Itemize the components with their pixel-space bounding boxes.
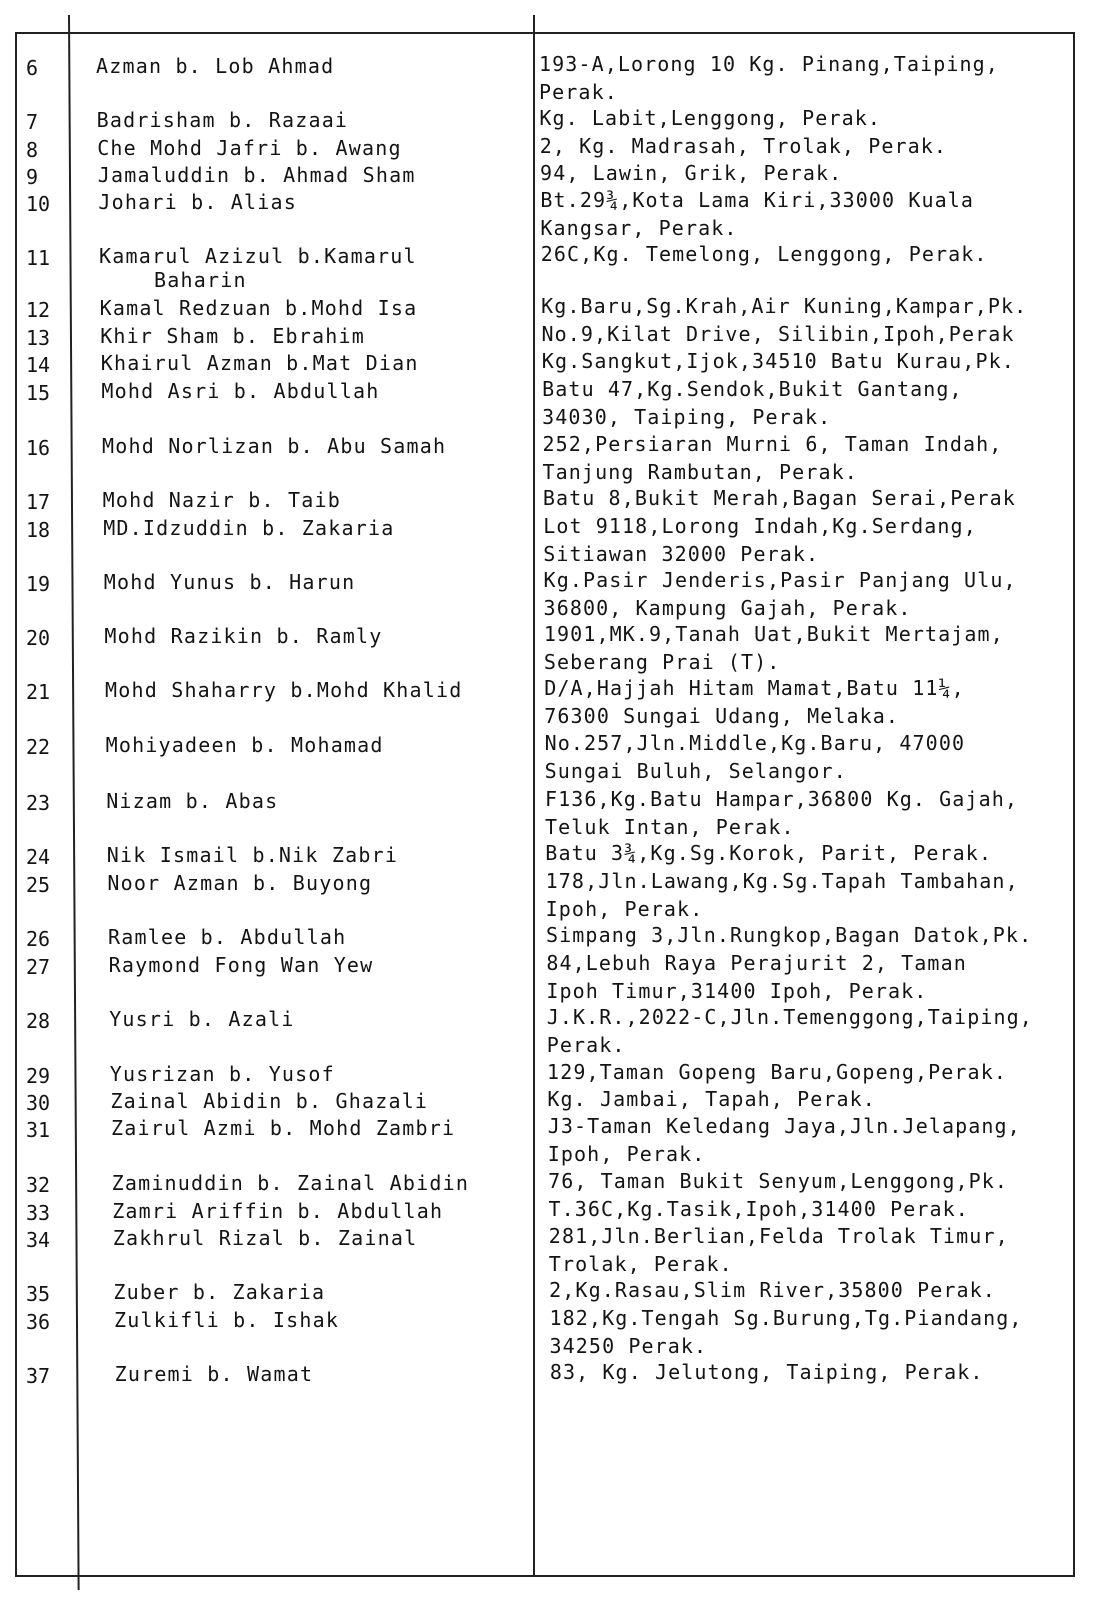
participant-address bbox=[539, 104, 1079, 132]
address-line: D/A,Hajjah Hitam Mamat,Batu 11¼, bbox=[544, 676, 965, 700]
name-line: Khir Sham b. Ebrahim bbox=[100, 324, 366, 348]
participant-name bbox=[107, 871, 372, 895]
name-line: Nizam b. Abas bbox=[106, 789, 279, 813]
participant-name bbox=[97, 136, 402, 160]
participant-name bbox=[98, 163, 416, 187]
row-number: 8 bbox=[26, 138, 39, 162]
name-line: Mohd Norlizan b. Abu Samah bbox=[102, 434, 447, 458]
address-line: Sitiawan 32000 Perak. bbox=[543, 542, 820, 566]
name-line: Che Mohd Jafri b. Awang bbox=[97, 136, 402, 160]
row-number: 31 bbox=[26, 1118, 51, 1142]
address-line: No.9,Kilat Drive, Silibin,Ipoh,Perak bbox=[541, 322, 1015, 346]
row-number: 33 bbox=[26, 1201, 51, 1225]
name-line: Mohd Razikin b. Ramly bbox=[104, 624, 383, 648]
name-continuation: Baharin bbox=[154, 268, 247, 292]
row-number: 25 bbox=[26, 873, 51, 897]
participant-name bbox=[108, 925, 346, 949]
row-number: 24 bbox=[26, 845, 51, 869]
address-line: 94, Lawin, Grik, Perak. bbox=[540, 161, 843, 185]
participant-address bbox=[547, 1058, 1087, 1086]
participant-address bbox=[545, 729, 1085, 785]
name-line: Kamarul Azizul b.Kamarul bbox=[99, 244, 417, 268]
name-line: Yusri b. Azali bbox=[109, 1007, 295, 1031]
participant-name bbox=[105, 678, 463, 702]
participant-name bbox=[113, 1226, 418, 1250]
row-number: 21 bbox=[26, 680, 51, 704]
row-number: 20 bbox=[26, 626, 51, 650]
address-line: 2,Kg.Rasau,Slim River,35800 Perak. bbox=[549, 1278, 996, 1302]
row-number: 37 bbox=[26, 1364, 51, 1388]
participant-name bbox=[111, 1116, 455, 1140]
address-line: Lot 9118,Lorong Indah,Kg.Serdang, bbox=[543, 514, 977, 538]
name-line: Mohd Shaharry b.Mohd Khalid bbox=[105, 678, 463, 702]
participant-name bbox=[98, 190, 297, 214]
address-line: 76300 Sungai Udang, Melaka. bbox=[544, 704, 900, 728]
name-line: Zuber b. Zakaria bbox=[113, 1280, 326, 1304]
address-line: 1901,MK.9,Tanah Uat,Bukit Mertajam, bbox=[543, 622, 1004, 646]
row-number: 30 bbox=[26, 1091, 51, 1115]
address-line: 84,Lebuh Raya Perajurit 2, Taman bbox=[546, 951, 967, 975]
participant-name bbox=[112, 1199, 443, 1223]
address-line: Ipoh Timur,31400 Ipoh, Perak. bbox=[546, 979, 928, 1003]
name-line: Nik Ismail b.Nik Zabri bbox=[106, 843, 399, 867]
participant-address bbox=[546, 867, 1086, 923]
name-line: Noor Azman b. Buyong bbox=[107, 871, 373, 895]
address-line: F136,Kg.Batu Hampar,36800 Kg. Gajah, bbox=[544, 787, 1019, 811]
address-line: Kg. Labit,Lenggong, Perak. bbox=[539, 106, 882, 130]
address-line: 83, Kg. Jelutong, Taiping, Perak. bbox=[549, 1360, 984, 1384]
participant-address bbox=[542, 347, 1082, 375]
name-line: Kamal Redzuan b.Mohd Isa bbox=[99, 296, 418, 320]
row-number: 29 bbox=[26, 1064, 51, 1088]
row-number: 36 bbox=[26, 1310, 51, 1334]
name-line: Khairul Azman b.Mat Dian bbox=[100, 351, 419, 375]
row-number: 22 bbox=[26, 735, 51, 759]
address-line: 26C,Kg. Temelong, Lenggong, Perak. bbox=[540, 242, 988, 266]
address-line: Kg.Sangkut,Ijok,34510 Batu Kurau,Pk. bbox=[541, 349, 1015, 373]
address-line: 182,Kg.Tengah Sg.Burung,Tg.Piandang, bbox=[549, 1306, 1023, 1330]
address-column-divider bbox=[533, 15, 535, 1575]
name-line: Mohd Yunus b. Harun bbox=[103, 570, 356, 594]
address-line: Simpang 3,Jln.Rungkop,Bagan Datok,Pk. bbox=[546, 923, 1033, 947]
address-line: Kangsar, Perak. bbox=[540, 216, 738, 240]
address-line: 34030, Taiping, Perak. bbox=[542, 405, 832, 429]
participant-address bbox=[548, 1195, 1088, 1223]
address-line: 36800, Kampung Gajah, Perak. bbox=[543, 596, 912, 620]
row-number: 17 bbox=[26, 490, 51, 514]
address-line: J.K.R.,2022-C,Jln.Temenggong,Taiping, bbox=[546, 1005, 1033, 1029]
address-line: Kg.Pasir Jenderis,Pasir Panjang Ulu, bbox=[543, 568, 1017, 592]
address-line: 76, Taman Bukit Senyum,Lenggong,Pk. bbox=[548, 1169, 1009, 1193]
row-number: 19 bbox=[26, 572, 51, 596]
participant-address bbox=[544, 566, 1084, 622]
address-line: Tanjung Rambutan, Perak. bbox=[542, 460, 858, 484]
address-line: Ipoh, Perak. bbox=[547, 1142, 706, 1166]
name-line: Zairul Azmi b. Mohd Zambri bbox=[111, 1116, 456, 1140]
participant-address bbox=[540, 186, 1080, 242]
participant-address bbox=[544, 674, 1084, 730]
participant-address bbox=[546, 921, 1086, 949]
participant-name bbox=[112, 1171, 470, 1195]
participant-address bbox=[550, 1358, 1090, 1386]
name-line: MD.Idzuddin b. Zakaria bbox=[103, 516, 395, 540]
participant-name bbox=[101, 379, 379, 403]
participant-name bbox=[96, 54, 334, 78]
name-line: Ramlee b. Abdullah bbox=[108, 925, 347, 949]
row-number: 28 bbox=[26, 1009, 51, 1033]
address-line: Batu 47,Kg.Sendok,Bukit Gantang, bbox=[542, 377, 963, 401]
address-line: T.36C,Kg.Tasik,Ipoh,31400 Perak. bbox=[548, 1197, 969, 1221]
row-number: 35 bbox=[26, 1282, 51, 1306]
participant-name bbox=[103, 516, 394, 540]
row-number: 32 bbox=[26, 1173, 51, 1197]
participant-address bbox=[550, 1304, 1090, 1360]
participant-name bbox=[107, 843, 398, 867]
name-line: Zamri Ariffin b. Abdullah bbox=[112, 1199, 444, 1223]
address-line: Perak. bbox=[546, 1033, 626, 1057]
row-number: 13 bbox=[26, 326, 51, 350]
address-line: J3-Taman Keledang Jaya,Jln.Jelapang, bbox=[547, 1114, 1021, 1138]
row-number: 6 bbox=[26, 56, 39, 80]
participant-address bbox=[546, 949, 1086, 1005]
address-line: 129,Taman Gopeng Baru,Gopeng,Perak. bbox=[547, 1060, 1007, 1084]
name-line: Jamaluddin b. Ahmad Sham bbox=[97, 163, 416, 187]
participant-name bbox=[106, 733, 384, 757]
row-number: 23 bbox=[26, 791, 51, 815]
name-line: Mohiyadeen b. Mohamad bbox=[105, 733, 384, 757]
participant-name bbox=[101, 351, 419, 375]
name-line: Badrisham b. Razaai bbox=[96, 108, 349, 132]
participant-name bbox=[115, 1362, 314, 1386]
address-line: Bt.29¾,Kota Lama Kiri,33000 Kuala bbox=[540, 188, 975, 212]
name-line: Yusrizan b. Yusof bbox=[109, 1062, 335, 1086]
participant-address bbox=[540, 159, 1080, 187]
participant-name bbox=[100, 296, 418, 320]
participant-address bbox=[547, 1003, 1087, 1059]
address-line: No.257,Jln.Middle,Kg.Baru, 47000 bbox=[544, 731, 966, 755]
row-number: 27 bbox=[26, 955, 51, 979]
participant-address bbox=[545, 785, 1085, 841]
address-line: 2, Kg. Madrasah, Trolak, Perak. bbox=[539, 134, 948, 158]
name-line: Johari b. Alias bbox=[98, 190, 298, 214]
row-number: 11 bbox=[26, 246, 51, 270]
row-number: 34 bbox=[26, 1228, 51, 1252]
participant-name bbox=[99, 244, 417, 292]
address-line: Ipoh, Perak. bbox=[545, 897, 704, 921]
participant-address bbox=[541, 240, 1081, 268]
row-number: 18 bbox=[26, 518, 51, 542]
participant-address bbox=[549, 1222, 1089, 1278]
address-line: Kg. Jambai, Tapah, Perak. bbox=[547, 1087, 876, 1111]
address-line: Seberang Prai (T). bbox=[543, 650, 781, 674]
row-number: 15 bbox=[26, 381, 51, 405]
participant-address bbox=[541, 320, 1081, 348]
participant-address bbox=[543, 484, 1083, 512]
participant-address bbox=[543, 430, 1083, 486]
participant-address bbox=[547, 1085, 1087, 1113]
address-line: 34250 Perak. bbox=[549, 1334, 708, 1358]
address-line: Batu 8,Bukit Merah,Bagan Serai,Perak bbox=[542, 486, 1016, 510]
participant-name bbox=[109, 953, 374, 977]
participant-address bbox=[540, 132, 1080, 160]
row-number: 7 bbox=[26, 110, 39, 134]
participant-address bbox=[548, 1167, 1088, 1195]
address-line: Kg.Baru,Sg.Krah,Air Kuning,Kampar,Pk. bbox=[541, 294, 1028, 318]
name-line: Zulkifli b. Ishak bbox=[114, 1308, 340, 1332]
address-line: Teluk Intan, Perak. bbox=[544, 815, 795, 839]
address-line: 193-A,Lorong 10 Kg. Pinang,Taiping, bbox=[539, 52, 999, 76]
address-line: Trolak, Perak. bbox=[548, 1252, 733, 1276]
participant-name bbox=[103, 488, 341, 512]
row-number: 9 bbox=[26, 165, 39, 189]
participant-address bbox=[543, 512, 1083, 568]
name-line: Zainal Abidin b. Ghazali bbox=[110, 1089, 429, 1113]
participant-name bbox=[109, 1007, 294, 1031]
address-line: Perak. bbox=[539, 80, 618, 104]
name-line: Mohd Nazir b. Taib bbox=[102, 488, 341, 512]
participant-name bbox=[104, 570, 356, 594]
address-line: Batu 3¾,Kg.Sg.Korok, Parit, Perak. bbox=[545, 841, 993, 865]
participant-name bbox=[100, 324, 365, 348]
participant-name bbox=[110, 1062, 335, 1086]
name-line: Mohd Asri b. Abdullah bbox=[101, 379, 380, 403]
participant-address bbox=[545, 839, 1085, 867]
address-line: 178,Jln.Lawang,Kg.Sg.Tapah Tambahan, bbox=[545, 869, 1019, 893]
participant-name bbox=[102, 434, 446, 458]
address-line: Sungai Buluh, Selangor. bbox=[544, 759, 847, 783]
row-number: 16 bbox=[26, 436, 51, 460]
participant-address bbox=[549, 1276, 1089, 1304]
name-line: Raymond Fong Wan Yew bbox=[108, 953, 374, 977]
participant-address bbox=[541, 292, 1081, 320]
row-number: 10 bbox=[26, 192, 51, 216]
participant-name bbox=[97, 108, 349, 132]
address-line: 281,Jln.Berlian,Felda Trolak Timur, bbox=[548, 1224, 1009, 1248]
row-number: 14 bbox=[26, 353, 51, 377]
participant-address bbox=[548, 1112, 1088, 1168]
name-line: Zaminuddin b. Zainal Abidin bbox=[111, 1171, 470, 1195]
participant-name bbox=[110, 1089, 428, 1113]
name-line: Zuremi b. Wamat bbox=[114, 1362, 314, 1386]
participant-address bbox=[542, 375, 1082, 431]
participant-name bbox=[114, 1308, 339, 1332]
address-line: 252,Persiaran Murni 6, Taman Indah, bbox=[542, 432, 1003, 456]
participant-address bbox=[539, 50, 1079, 106]
name-line: Azman b. Lob Ahmad bbox=[96, 54, 335, 78]
name-line: Zakhrul Rizal b. Zainal bbox=[112, 1226, 418, 1250]
row-number: 12 bbox=[26, 298, 51, 322]
participant-name bbox=[113, 1280, 325, 1304]
row-number: 26 bbox=[26, 927, 51, 951]
participant-name bbox=[104, 624, 382, 648]
participant-address bbox=[544, 620, 1084, 676]
participant-name bbox=[106, 789, 278, 813]
